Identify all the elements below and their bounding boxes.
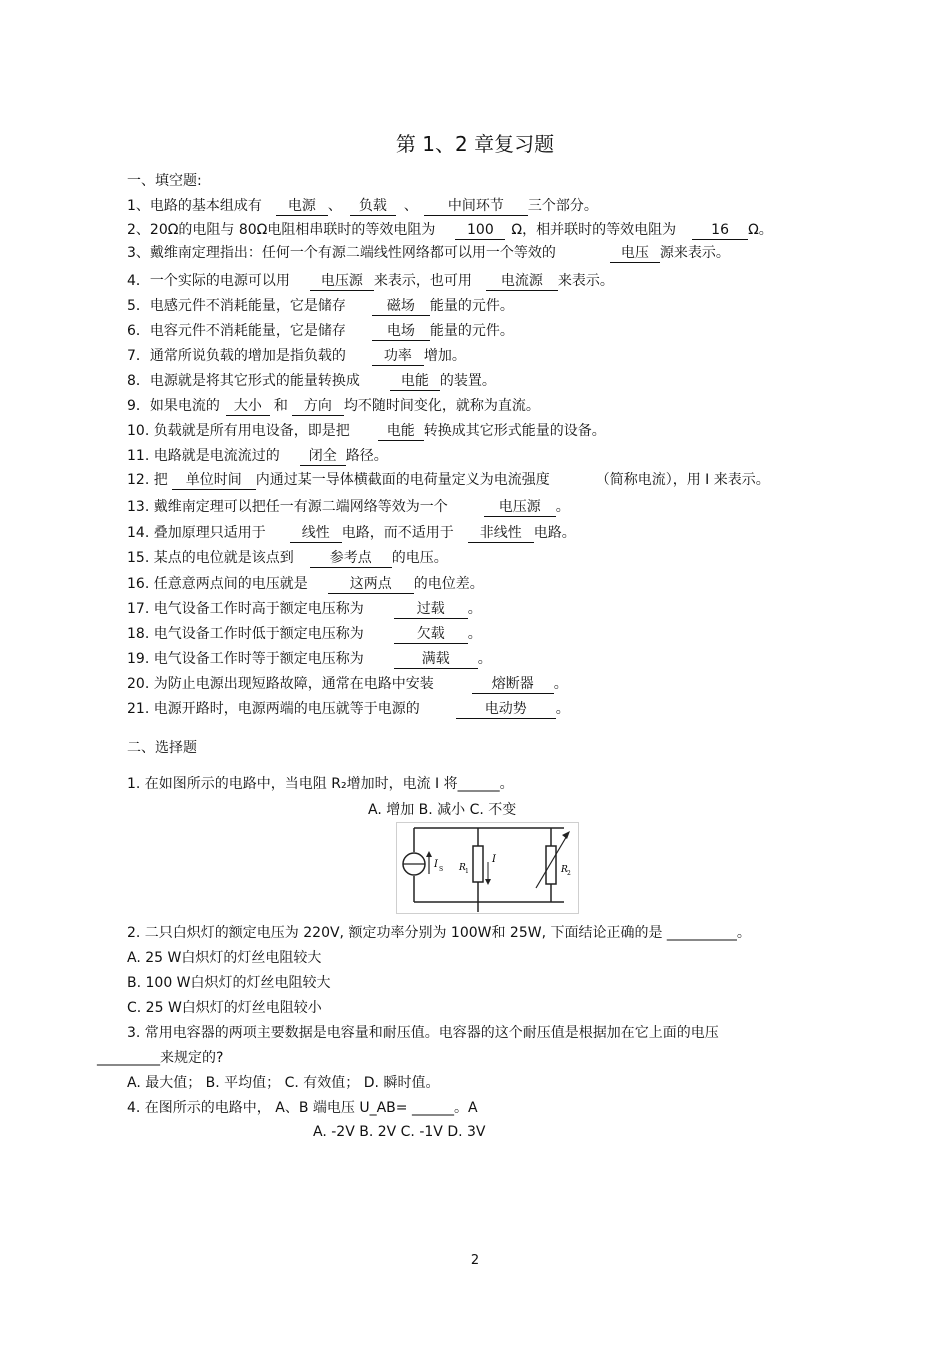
fill-item-15: 15. 某点的电位就是该点到 参考点 的电压。 <box>127 550 448 566</box>
choice-q3-continued: _________来规定的? <box>97 1050 224 1066</box>
fill-item-1: 1、电路的基本组成有 电源 、 负载 、 中间环节 三个部分。 <box>127 198 598 214</box>
choice-q3-options: A. 最大值； B. 平均值； C. 有效值； D. 瞬时值。 <box>127 1075 440 1091</box>
fill-item-18: 18. 电气设备工作时低于额定电压称为 欠载 。 <box>127 626 482 642</box>
choice-q2-option-b: B. 100 W白炽灯的灯丝电阻较大 <box>127 975 331 991</box>
fill-item-13: 13. 戴维南定理可以把任一有源二端网络等效为一个 电压源 。 <box>127 499 570 515</box>
fill-item-6: 6．电容元件不消耗能量，它是储存 电场 能量的元件。 <box>127 323 514 339</box>
fill-item-10: 10. 负载就是所有用电设备，即是把 电能 转换成其它形式能量的设备。 <box>127 423 606 439</box>
fill-item-4: 4．一个实际的电源可以用 电压源 来表示，也可用 电流源 来表示。 <box>127 273 614 289</box>
page-number: 2 <box>470 1253 480 1268</box>
circuit-diagram <box>396 822 579 914</box>
resistor-r1-icon <box>473 846 483 882</box>
choice-q3: 3. 常用电容器的两项主要数据是电容量和耐压值。电容器的这个耐压值是根据加在它上面的电压 <box>127 1025 719 1041</box>
svg-text:2: 2 <box>567 870 571 877</box>
fill-item-7: 7．通常所说负载的增加是指负载的 功率 增加。 <box>127 348 466 364</box>
choice-q1-options: A. 增加 B. 减小 C. 不变 <box>368 802 517 818</box>
choice-q4: 4. 在图所示的电路中， A、B 端电压 U_AB= ______。A <box>127 1100 478 1116</box>
fill-item-17: 17. 电气设备工作时高于额定电压称为 过载 。 <box>127 601 482 617</box>
fill-item-20: 20. 为防止电源出现短路故障，通常在电路中安装 熔断器 。 <box>127 676 568 692</box>
fill-item-21: 21. 电源开路时，电源两端的电压就等于电源的 电动势 。 <box>127 701 570 717</box>
section-choice-heading: 二、选择题 <box>127 740 197 756</box>
fill-item-9: 9．如果电流的 大小 和 方向 均不随时间变化，就称为直流。 <box>127 398 540 414</box>
fill-item-19: 19. 电气设备工作时等于额定电压称为 满载 。 <box>127 651 492 667</box>
source-label: I <box>434 859 438 870</box>
choice-q4-options: A. -2V B. 2V C. -1V D. 3V <box>313 1124 486 1140</box>
fill-item-12: 12. 把 单位时间 内通过某一导体横截面的电荷量定义为电流强度 （简称电流），用 I 来表示。 <box>127 472 770 488</box>
fill-item-5: 5．电感元件不消耗能量，它是储存 磁场 能量的元件。 <box>127 298 514 314</box>
choice-q2: 2. 二只白炽灯的额定电压为 220V, 额定功率分别为 100W和 25W, 下面结论正确的是 __________。 <box>127 925 751 941</box>
svg-text:S: S <box>439 866 444 873</box>
fill-item-8: 8．电源就是将其它形式的能量转换成 电能 的装置。 <box>127 373 496 389</box>
fill-item-14: 14. 叠加原理只适用于 线性 电路，而不适用于 非线性 电路。 <box>127 525 576 541</box>
choice-q2-option-a: A. 25 W白炽灯的灯丝电阻较大 <box>127 950 322 966</box>
r1-label: R <box>459 863 466 873</box>
choice-q2-option-c: C. 25 W白炽灯的灯丝电阻较小 <box>127 1000 322 1016</box>
fill-item-11: 11. 电路就是电流流过的 闭全 路径。 <box>127 448 388 464</box>
choice-q1: 1. 在如图所示的电路中，当电阻 R₂增加时，电流 I 将______。 <box>127 776 514 792</box>
svg-text:1: 1 <box>465 868 469 875</box>
fill-item-2: 2、20Ω的电阻与 80Ω电阻相串联时的等效电阻为 100 Ω，相并联时的等效电阻为 16 Ω。 <box>127 222 773 238</box>
fill-item-16: 16. 任意意两点间的电压就是 这两点 的电位差。 <box>127 576 484 592</box>
resistor-r2-icon <box>546 846 556 884</box>
current-label: I <box>492 854 496 865</box>
r2-label: R <box>561 865 568 875</box>
section-fill-heading: 一、填空题: <box>127 173 202 189</box>
page-title: 第 1、2 章复习题 <box>395 132 555 156</box>
fill-item-3: 3、戴维南定理指出：任何一个有源二端线性网络都可以用一个等效的 电压 源来表示。 <box>127 245 730 261</box>
